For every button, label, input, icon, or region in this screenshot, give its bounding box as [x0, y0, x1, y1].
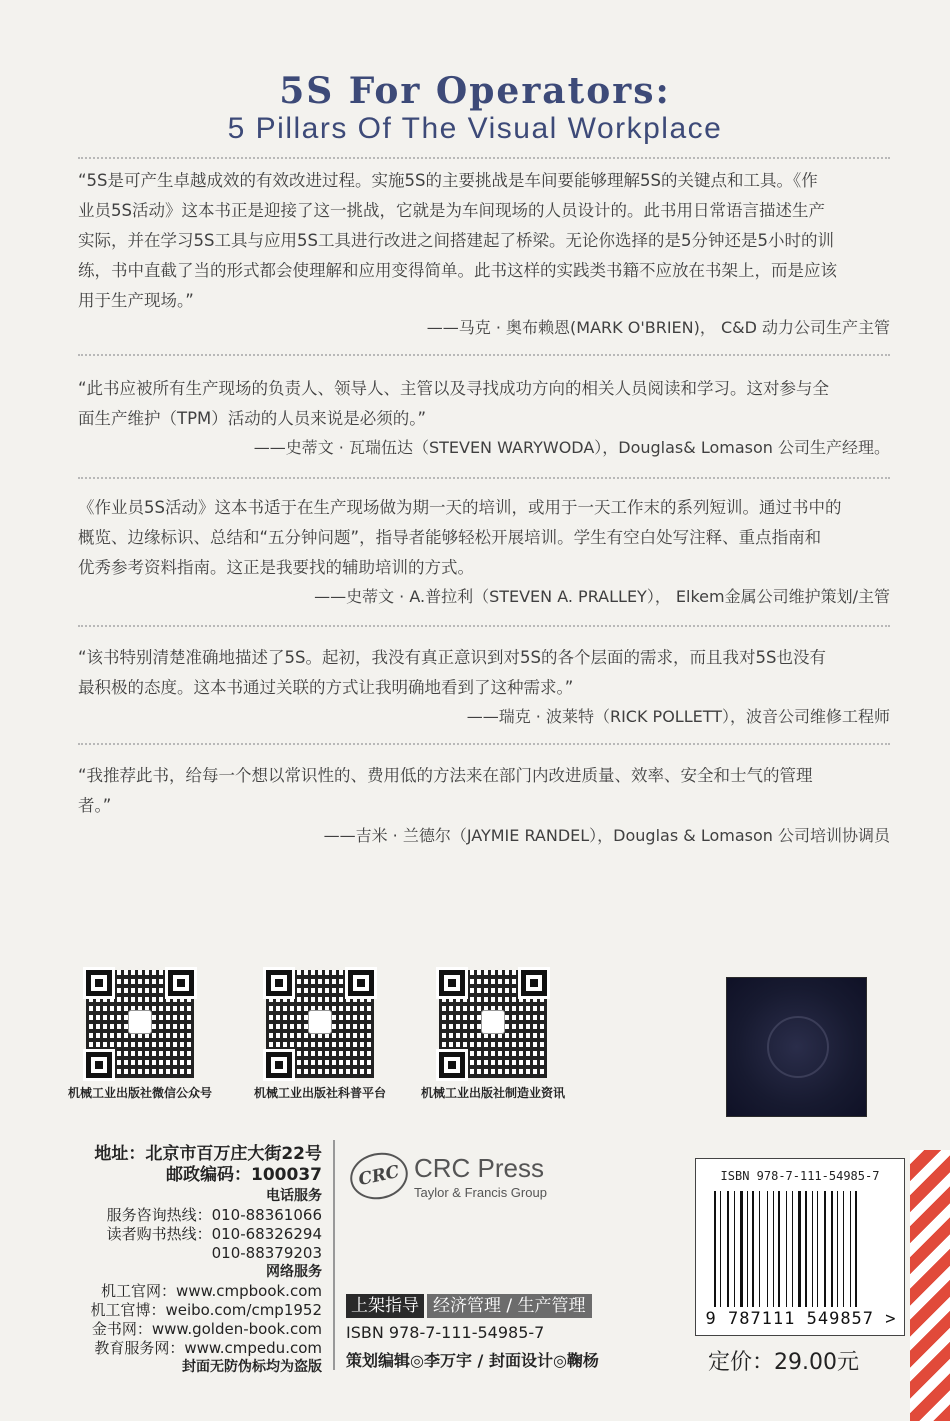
- quote-line: 练，书中直截了当的形式都会使理解和应用变得简单。此书这样的实践类书籍不应放在书架上，而是应该: [78, 261, 837, 280]
- quote-line: 业员5S活动》这本书正是迎接了这一挑战，它就是为车间现场的人员设计的。此书用日常语言描述生产: [78, 201, 825, 220]
- barcode-bar: [720, 1191, 721, 1307]
- barcode-box: [695, 1158, 905, 1336]
- barcode-bar: [843, 1191, 844, 1307]
- shelf-label: 上架指导: [346, 1294, 424, 1318]
- barcode-bar: [747, 1191, 748, 1307]
- quote-1: [78, 166, 890, 316]
- reader-hotline: 读者购书热线：010-68326294: [106, 1225, 322, 1243]
- decorative-stripes: [910, 1150, 950, 1421]
- anti-counterfeit-notice: 封面无防伪标均为盗版: [182, 1359, 322, 1375]
- barcode-bar: [773, 1191, 774, 1307]
- qr-finder-icon: [521, 970, 547, 996]
- publisher-name: CRC Press: [414, 1153, 545, 1183]
- service-hotline: 服务咨询热线：010-88361066: [106, 1206, 322, 1224]
- barcode-bar: [759, 1191, 760, 1307]
- barcode-bar: [792, 1191, 793, 1307]
- quote-line: 用于生产现场。”: [78, 291, 194, 310]
- quote-line: 实际，并在学习5S工具与应用5S工具进行改进之间搭建起了桥梁。无论你选择的是5分钟还是5小时的训: [78, 231, 834, 250]
- qr-finder-icon: [86, 970, 112, 996]
- divider: [78, 354, 890, 356]
- quote-line: 概览、边缘标识、总结和“五分钟问题”，指导者能够轻松开展培训。学生有空白处写注释、重点指南和: [78, 528, 822, 547]
- site-cmp[interactable]: 机工官网：www.cmpbook.com: [101, 1282, 322, 1300]
- barcode-bar: [805, 1191, 807, 1307]
- isbn-line: ISBN 978-7-111-54985-7: [346, 1323, 545, 1342]
- barcode-bar: [850, 1191, 851, 1307]
- crc-logo-text: CRC: [356, 1161, 402, 1191]
- barcode-digits: 9 787111 549857 >: [705, 1309, 897, 1329]
- divider: [78, 625, 890, 627]
- qr-finder-icon: [439, 970, 465, 996]
- hologram-sticker-icon: [726, 977, 867, 1117]
- hologram-ring-icon: [767, 1016, 829, 1078]
- book-subtitle: 5 Pillars Of The Visual Workplace: [227, 112, 723, 145]
- quote-3: [78, 493, 890, 583]
- qr-finder-icon: [266, 1052, 292, 1078]
- price: 定价：29.00元: [708, 1350, 859, 1375]
- quote-line: 《作业员5S活动》这本书适于在生产现场做为期一天的培训，或用于一天工作末的系列短训。通过书中的: [78, 498, 842, 517]
- barcode-bar: [767, 1191, 768, 1307]
- quote-3-attribution: ——史蒂文 · A.普拉利（STEVEN A. PRALLEY）， Elkem金属公司维护策划/主管: [314, 587, 890, 606]
- divider: [78, 743, 890, 745]
- qr-code-icon[interactable]: [86, 970, 194, 1078]
- address: 地址：北京市百万庄大街22号: [94, 1144, 322, 1164]
- qr-finder-icon: [266, 970, 292, 996]
- qr-code-icon[interactable]: [439, 970, 547, 1078]
- quote-line: “该书特别清楚准确地描述了5S。起初，我没有真正意识到对5S的各个层面的需求，而且我对5S也没有: [78, 648, 826, 667]
- barcode-bar: [812, 1191, 813, 1307]
- quote-line: “此书应被所有生产现场的负责人、领导人、主管以及寻找成功方向的相关人员阅读和学习。这对参与全: [78, 379, 830, 398]
- barcode-bar: [855, 1191, 857, 1307]
- qr-block-wechat: [45, 970, 235, 1101]
- barcode-bar: [837, 1191, 838, 1307]
- barcode-bar: [734, 1191, 735, 1307]
- qr-code-icon[interactable]: [266, 970, 374, 1078]
- qr-label: 机械工业出版社制造业资讯: [420, 1086, 565, 1100]
- barcode-icon: [714, 1191, 886, 1307]
- vertical-divider: [333, 1140, 335, 1370]
- barcode-isbn: ISBN 978-7-111-54985-7: [720, 1169, 880, 1183]
- qr-block-science: [225, 970, 415, 1101]
- quote-line: 面生产维护（TPM）活动的人员来说是必须的。”: [78, 409, 427, 428]
- phone-heading: 电话服务: [266, 1188, 322, 1204]
- extra-phone: 010-88379203: [211, 1244, 322, 1262]
- barcode-bar: [824, 1191, 826, 1307]
- site-weibo[interactable]: 机工官博：weibo.com/cmp1952: [90, 1301, 322, 1319]
- shelf-guide: [346, 1294, 592, 1318]
- quote-4: [78, 643, 890, 703]
- quote-1-attribution: ——马克 · 奥布赖恩(MARK O'BRIEN)， C&D 动力公司生产主管: [426, 318, 890, 337]
- quote-5-attribution: ——吉米 · 兰德尔（JAYMIE RANDEL），Douglas & Lomason 公司培训协调员: [323, 826, 890, 845]
- site-edu[interactable]: 教育服务网：www.cmpedu.com: [94, 1339, 322, 1357]
- publisher-group: Taylor & Francis Group: [414, 1185, 547, 1200]
- barcode-bar: [778, 1191, 780, 1307]
- shelf-category: 经济管理 / 生产管理: [427, 1294, 592, 1318]
- barcode-bar: [727, 1191, 729, 1307]
- quote-5: [78, 761, 890, 821]
- qr-block-manufacturing: [398, 970, 588, 1101]
- divider: [78, 157, 890, 159]
- qr-label: 机械工业出版社科普平台: [253, 1086, 386, 1100]
- barcode-bar: [817, 1191, 818, 1307]
- web-heading: 网络服务: [266, 1264, 322, 1280]
- science-logo-icon: [308, 1010, 332, 1034]
- qr-finder-icon: [86, 1052, 112, 1078]
- quote-line: “5S是可产生卓越成效的有效改进过程。实施5S的主要挑战是车间要能够理解5S的关键点和工具。《作: [78, 171, 818, 190]
- qr-finder-icon: [348, 970, 374, 996]
- site-golden[interactable]: 金书网：www.golden-book.com: [91, 1320, 322, 1338]
- qr-finder-icon: [168, 970, 194, 996]
- barcode-bar: [798, 1191, 801, 1307]
- book-title: 5S For Operators:: [279, 70, 671, 112]
- editors-line: 策划编辑◎李万宇 / 封面设计◎鞠杨: [346, 1351, 599, 1370]
- quote-line: 优秀参考资料指南。这正是我要找的辅助培训的方式。: [78, 558, 474, 577]
- manufacturing-logo-icon: [481, 1010, 505, 1034]
- quote-2-attribution: ——史蒂文 · 瓦瑞伍达（STEVEN WARYWODA），Douglas& Lomason 公司生产经理。: [253, 438, 890, 457]
- barcode-bar: [786, 1191, 787, 1307]
- barcode-bar: [831, 1191, 833, 1307]
- quote-line: 最积极的态度。这本书通过关联的方式让我明确地看到了这种需求。”: [78, 678, 574, 697]
- postcode: 邮政编码：100037: [166, 1165, 322, 1185]
- barcode-bar: [740, 1191, 743, 1307]
- barcode-bar: [752, 1191, 754, 1307]
- cmp-logo-icon: [128, 1010, 152, 1034]
- divider: [78, 477, 890, 479]
- quote-line: “我推荐此书，给每一个想以常识性的、费用低的方法来在部门内改进质量、效率、安全和士气的管理: [78, 766, 813, 785]
- quote-line: 者。”: [78, 796, 112, 815]
- crc-logo-icon: [346, 1147, 412, 1204]
- barcode-bar: [714, 1191, 716, 1307]
- qr-label: 机械工业出版社微信公众号: [67, 1086, 212, 1100]
- quote-2: [78, 374, 890, 434]
- qr-finder-icon: [439, 1052, 465, 1078]
- quote-4-attribution: ——瑞克 · 波莱特（RICK POLLETT），波音公司维修工程师: [466, 707, 890, 726]
